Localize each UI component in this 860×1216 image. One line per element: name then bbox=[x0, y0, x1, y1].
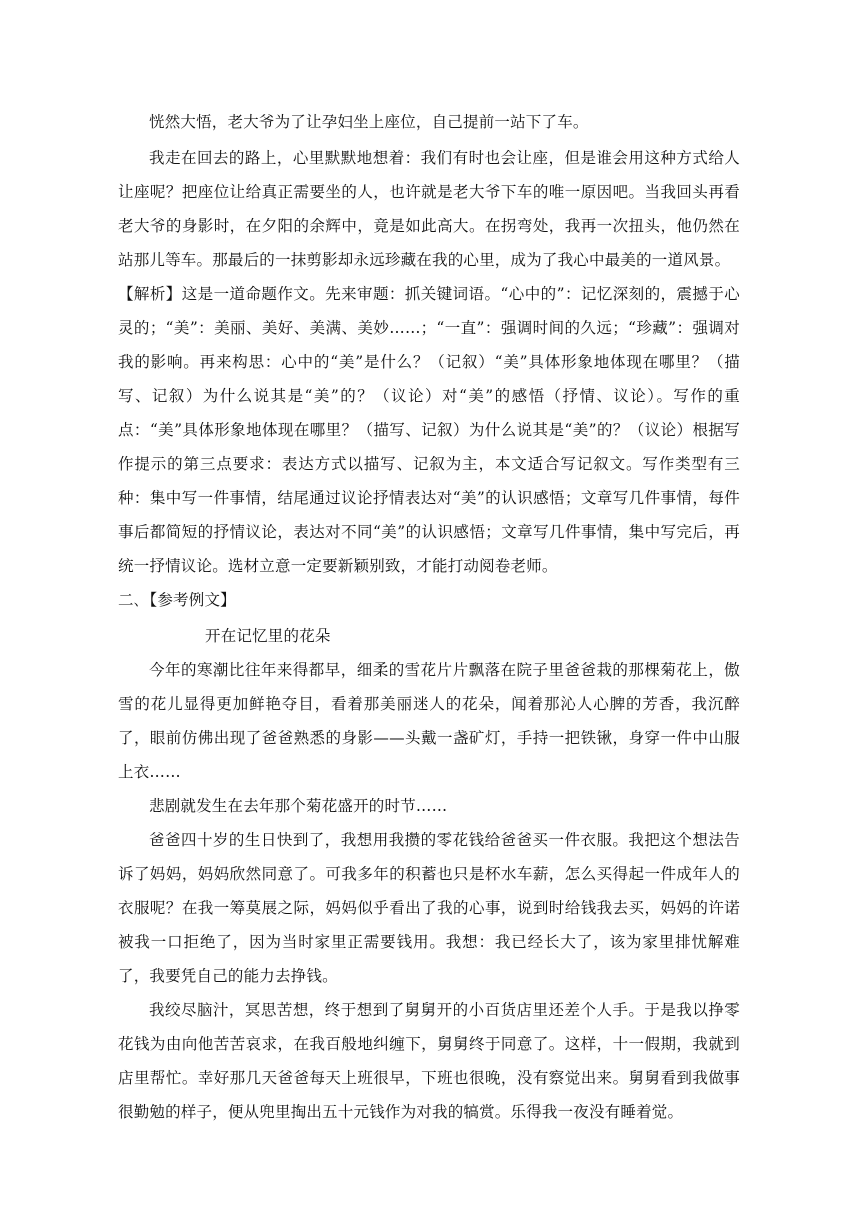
reflection-paragraph: 我走在回去的路上，心里默默地想着：我们有时也会让座，但是谁会用这种方式给人让座呢？把座位让给真正需要坐的人，也许就是老大爷下车的唯一原因吧。当我回头再看老大爷的身影时，在夕阳的余辉中，竟是如此高大。在拐弯处，我再一次扭头，他仍然在站那儿等车。那最后的一抹剪影却永远珍藏在我的心里，成为了我心中最美的一道风景。 bbox=[118, 149, 740, 269]
essay-title: 开在记忆里的花朵 bbox=[205, 627, 331, 645]
essay-paragraph-2: 悲剧就发生在去年那个菊花盛开的时节…… bbox=[149, 797, 448, 815]
story-ending-paragraph: 恍然大悟，老大爷为了让孕妇坐上座位，自己提前一站下了车。 bbox=[149, 113, 589, 131]
section-heading: 二､【参考例文】 bbox=[118, 591, 236, 609]
essay-paragraph-1: 今年的寒潮比往年来得都早，细柔的雪花片片飘落在院子里爸爸栽的那棵菊花上，傲雪的花儿显得更加鲜艳夺目，看着那美丽迷人的花朵，闻着那沁人心脾的芳香，我沉醉了，眼前仿佛出现了爸爸熟悉的身影——头戴一盏矿灯，手持一把铁锹，身穿一件中山服上衣…… bbox=[118, 661, 740, 781]
essay-paragraph-3: 爸爸四十岁的生日快到了，我想用我攒的零花钱给爸爸买一件衣服。我把这个想法告诉了妈妈，妈妈欣然同意了。可我多年的积蓄也只是杯水车薪，怎么买得起一件成年人的衣服呢？在我一筹莫展之际，妈妈似乎看出了我的心事，说到时给钱我去买，妈妈的许诺被我一口拒绝了，因为当时家里正需要钱用。我想：我已经长大了，该为家里排忧解难了，我要凭自己的能力去挣钱。 bbox=[118, 831, 740, 985]
document-page bbox=[118, 105, 740, 1129]
analysis-paragraph: 【解析】这是一道命题作文。先来审题：抓关键词语。“心中的”：记忆深刻的，震撼于心灵的；“美”：美丽、美好、美满、美妙……；“一直”：强调时间的久远；“珍藏”：强调对我的影响。再来构思：心中的“美”是什么？（记叙）“美”具体形象地体现在哪里？（描写、记叙）为什么说其是“美”的？（议论）对“美”的感悟（抒情、议论）。写作的重点：“美”具体形象地体现在哪里？（描写、记叙）为什么说其是“美”的？（议论）根据写作提示的第三点要求：表达方式以描写、记叙为主，本文适合写记叙文。写作类型有三种：集中写一件事情，结尾通过议论抒情表达对“美”的认识感悟；文章写几件事情，每件事后都简短的抒情议论，表达对不同“美”的认识感悟；文章写几件事情，集中写完后，再统一抒情议论。选材立意一定要新颖别致，才能打动阅卷老师。 bbox=[118, 285, 740, 575]
essay-paragraph-4: 我绞尽脑汁，冥思苦想，终于想到了舅舅开的小百货店里还差个人手。于是我以挣零花钱为由向他苦苦哀求，在我百般地纠缠下，舅舅终于同意了。这样，十一假期，我就到店里帮忙。幸好那几天爸爸每天上班很早，下班也很晚，没有察觉出来。舅舅看到我做事很勤勉的样子，便从兜里掏出五十元钱作为对我的犒赏。乐得我一夜没有睡着觉。 bbox=[118, 1001, 740, 1121]
